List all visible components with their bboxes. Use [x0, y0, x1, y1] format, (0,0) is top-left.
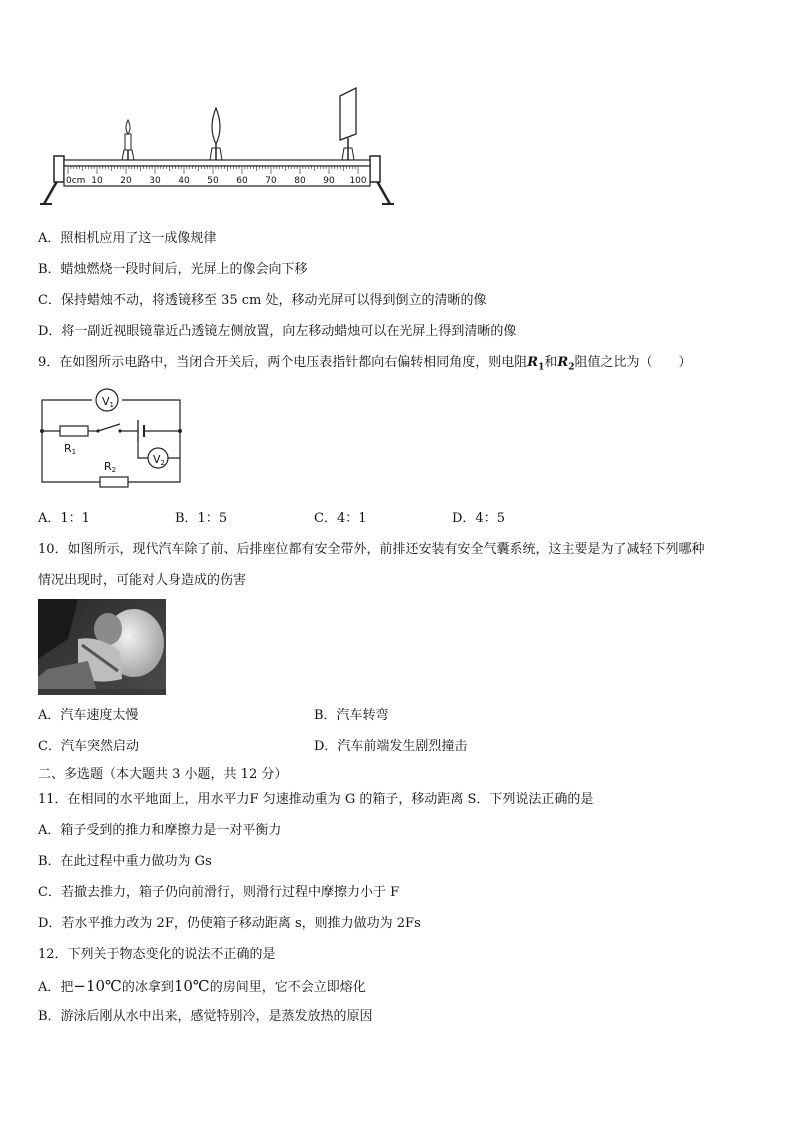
- bench-tick-label: 40: [178, 176, 190, 186]
- q12-stem: 12．下列关于物态变化的说法不正确的是: [38, 947, 276, 962]
- q11-stem: 11．在相同的水平地面上，用水平力F 匀速推动重为 G 的箱子，移动距离 S．下列说法正确的是: [38, 792, 594, 807]
- optical-bench-figure: [38, 84, 398, 212]
- q9-stem-part2: 阻值之比为（ ）: [574, 355, 692, 370]
- circuit-diagram: [38, 386, 188, 496]
- r1-letter: R: [64, 442, 72, 455]
- q11-option-a: A．箱子受到的推力和摩擦力是一对平衡力: [38, 823, 282, 838]
- r2-letter: R: [104, 460, 112, 473]
- q9-r1-sub: 1: [538, 362, 545, 373]
- q9-r2-letter: R: [557, 355, 569, 370]
- bench-tick-label: 70: [265, 176, 277, 186]
- bench-tick-label: 50: [207, 176, 219, 186]
- q10-option-d: D．汽车前端发生剧烈撞击: [314, 739, 468, 754]
- q8-option-c: C．保持蜡烛不动，将透镜移至 35 cm 处，移动光屏可以得到倒立的清晰的像: [38, 293, 487, 308]
- v2-sub: 2: [160, 459, 165, 467]
- q9-option-d: D．4：5: [452, 511, 505, 526]
- bench-tick-label: 80: [294, 176, 306, 186]
- q9-and: 和: [544, 355, 558, 370]
- v1-letter: V: [102, 395, 110, 408]
- r1-sub: 1: [71, 448, 77, 456]
- q10-stem-line2: 情况出现时，可能对人身造成的伤害: [38, 573, 247, 588]
- bench-tick-label: 10: [91, 176, 103, 186]
- bench-tick-label: 60: [236, 176, 248, 186]
- q10-option-c: C．汽车突然启动: [38, 739, 139, 754]
- v1-sub: 1: [109, 401, 114, 409]
- q9-option-b: B．1：5: [175, 511, 228, 526]
- q12-option-a: [38, 977, 366, 997]
- q8-option-a: A．照相机应用了这一成像规律: [38, 231, 217, 246]
- bench-tick-label: 90: [323, 176, 335, 186]
- q11-option-c: C．若撤去推力，箱子仍向前滑行，则滑行过程中摩擦力小于 F: [38, 885, 400, 900]
- v2-letter: V: [153, 453, 161, 466]
- q11-option-d: D．若水平推力改为 2F，仍使箱子移动距离 s，则推力做功为 2Fs: [38, 916, 421, 931]
- q9-stem-part1: 9．在如图所示电路中，当闭合开关后，两个电压表指针都向右偏转相同角度，则电阻: [38, 355, 528, 370]
- q12-option-b: B．游泳后刚从水中出来，感觉特别冷，是蒸发放热的原因: [38, 1009, 373, 1024]
- bench-tick-label: 20: [120, 176, 132, 186]
- bench-tick-label: 100: [349, 176, 367, 186]
- r2-label: [104, 460, 116, 474]
- q8-option-d: D．将一副近视眼镜靠近凸透镜左侧放置，向左移动蜡烛可以在光屏上得到清晰的像: [38, 324, 517, 339]
- q12-temp-warm: 10℃: [173, 977, 210, 995]
- q12-option-a-prefix: A．把: [38, 980, 74, 995]
- q10-stem-line1: 10．如图所示，现代汽车除了前、后排座位都有安全带外，前排还安装有安全气囊系统，这主要是为了减轻下列哪种: [38, 542, 705, 557]
- light-screen: [340, 88, 356, 160]
- q9-stem: [38, 354, 691, 377]
- q10-option-a: A．汽车速度太慢: [38, 708, 139, 723]
- airbag-photo: [38, 599, 166, 695]
- q9-option-c: C．4：1: [314, 511, 367, 526]
- r2-sub: 2: [111, 466, 117, 474]
- q10-option-b: B．汽车转弯: [314, 708, 389, 723]
- r1-label: [64, 442, 76, 456]
- convex-lens: [210, 108, 222, 160]
- candle: [122, 120, 134, 160]
- q9-option-a: A．1：1: [38, 511, 90, 526]
- section2-heading: 二、多选题（本大题共 3 小题，共 12 分）: [38, 767, 288, 782]
- q12-temp-cold: −10℃: [73, 977, 122, 995]
- q12-option-a-suffix: 的房间里，它不会立即熔化: [209, 980, 366, 995]
- q9-r1-letter: R: [527, 355, 539, 370]
- q9-r2-sub: 2: [568, 362, 575, 373]
- q8-option-b: B．蜡烛燃烧一段时间后，光屏上的像会向下移: [38, 262, 308, 277]
- q12-option-a-mid: 的冰拿到: [121, 980, 174, 995]
- q11-option-b: B．在此过程中重力做功为 Gs: [38, 854, 212, 869]
- bench-tick-label: 0cm: [66, 176, 86, 186]
- bench-tick-label: 30: [149, 176, 161, 186]
